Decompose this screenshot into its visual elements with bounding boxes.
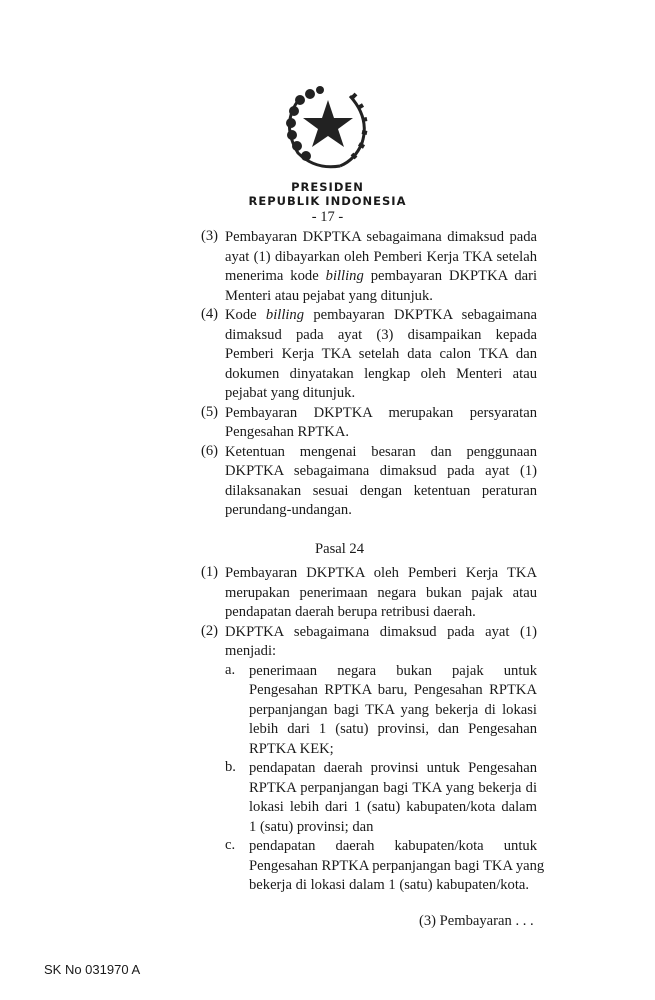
item-letter: a. xyxy=(225,661,236,678)
text-line: dokumen dinyatakan lengkap oleh Menteri atau xyxy=(225,365,537,382)
text-line: penerimaan negara bukan pajak untuk xyxy=(249,662,537,679)
paragraph xyxy=(201,564,537,623)
page-number: - 17 - xyxy=(311,209,344,225)
paragraph-number: (2) xyxy=(201,622,219,639)
text-line: Pengesahan RPTKA baru, Pengesahan RPTKA xyxy=(249,682,537,698)
text-line: Kode billing pembayaran DKPTKA sebagaimana xyxy=(225,307,537,323)
text-line: menjadi: xyxy=(225,643,277,659)
paragraph-number: (1) xyxy=(201,564,219,580)
pasal-title: Pasal 24 xyxy=(314,541,365,557)
list-item xyxy=(225,759,537,837)
list-item xyxy=(225,662,537,760)
paragraph xyxy=(201,404,537,443)
text-line: menerima kode billing pembayaran DKPTKA dari xyxy=(225,268,538,284)
paragraph xyxy=(201,622,545,896)
text-line: Pengesahan RPTKA. xyxy=(225,424,350,440)
paragraph-number: (4) xyxy=(201,306,219,322)
paragraph-body xyxy=(225,564,537,623)
paragraph xyxy=(201,306,537,404)
paragraph-number: (5) xyxy=(201,403,219,420)
paragraph xyxy=(201,443,537,521)
paragraph-body xyxy=(225,443,537,521)
continuation-text: (3) Pembayaran . . . xyxy=(419,913,534,929)
header-president: PRESIDEN xyxy=(291,180,364,194)
text-line: dimaksud pada ayat (3) disampaikan kepada xyxy=(225,326,537,343)
paragraph xyxy=(201,228,537,306)
paragraph-body xyxy=(225,404,537,443)
item-letter: c. xyxy=(225,837,236,853)
text-line: Pembayaran DKPTKA sebagaimana dimaksud pada xyxy=(225,229,537,245)
text-line: Pemberi Kerja TKA setelah data calon TKA dan xyxy=(225,346,537,362)
text-line: perpanjangan bagi TKA yang bekerja di lokasi xyxy=(249,701,537,718)
text-line: lebih dari 1 (satu) provinsi, dan Pengesahan xyxy=(249,721,537,737)
paragraph-body xyxy=(225,623,537,662)
text-line: perundang-undangan. xyxy=(225,502,352,518)
text-line: Pembayaran DKPTKA merupakan persyaratan xyxy=(225,404,537,421)
text-line: Pengesahan RPTKA perpanjangan bagi TKA yang xyxy=(249,857,545,874)
text-line: DKPTKA sebagaimana dimaksud pada ayat (1) xyxy=(225,623,537,640)
text-line: RPTKA perpanjangan bagi TKA yang bekerja di xyxy=(249,779,537,796)
list-item xyxy=(225,837,545,896)
text-line: RPTKA KEK; xyxy=(249,740,334,757)
paragraph-number: (6) xyxy=(201,442,219,459)
paragraph-body xyxy=(249,662,537,760)
paragraph-body xyxy=(225,306,537,404)
text-line: Ketentuan mengenai besaran dan penggunaan xyxy=(225,443,537,460)
footer-code: SK No 031970 A xyxy=(44,962,141,977)
text-line: bekerja di lokasi dalam 1 (satu) kabupaten/kota. xyxy=(249,877,530,893)
text-line: Menteri atau pejabat yang ditunjuk. xyxy=(225,287,433,304)
item-letter: b. xyxy=(225,759,236,775)
text-line: DKPTKA sebagaimana dimaksud pada ayat (1) xyxy=(225,463,537,479)
text-line: Pembayaran DKPTKA oleh Pemberi Kerja TKA xyxy=(225,565,537,581)
paragraph-body xyxy=(249,837,545,896)
paragraph-number: (3) xyxy=(201,228,219,244)
paragraph-body xyxy=(249,759,537,837)
paragraph-body xyxy=(225,228,537,306)
garuda-star-emblem xyxy=(270,78,380,178)
text-line: dilaksanakan sesuai dengan ketentuan peraturan xyxy=(225,482,537,499)
text-line: ayat (1) dibayarkan oleh Pemberi Kerja TKA setelah xyxy=(225,248,537,265)
text-line: 1 (satu) provinsi; dan xyxy=(249,818,374,835)
text-line: lokasi lebih dari 1 (satu) kabupaten/kota dalam xyxy=(249,799,537,815)
text-line: pendapatan daerah berupa retribusi daerah. xyxy=(225,604,476,620)
text-line: pejabat yang ditunjuk. xyxy=(225,385,356,401)
text-line: merupakan penerimaan negara bukan pajak atau xyxy=(225,584,537,601)
text-line: pendapatan daerah provinsi untuk Pengesahan xyxy=(249,760,537,776)
header-republic: REPUBLIK INDONESIA xyxy=(248,194,407,208)
text-line: pendapatan daerah kabupaten/kota untuk xyxy=(249,838,537,854)
